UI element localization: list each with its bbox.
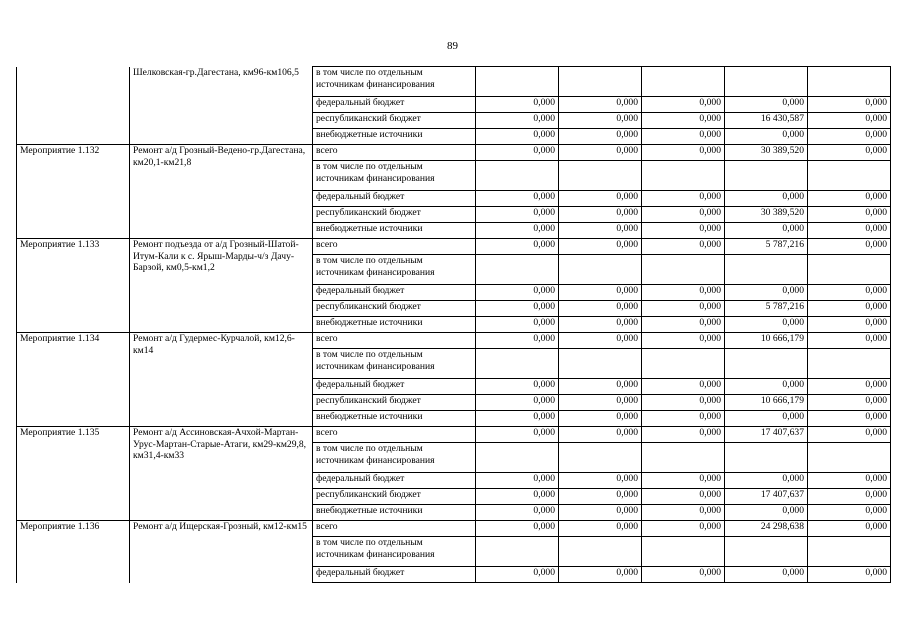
empty-cell xyxy=(808,537,891,567)
value-cell: 0,000 xyxy=(642,129,725,145)
source-label-cell: республиканский бюджет xyxy=(313,395,476,411)
value-cell: 0,000 xyxy=(725,223,808,239)
value-cell: 0,000 xyxy=(476,97,559,113)
source-label-cell: внебюджетные источники xyxy=(313,129,476,145)
source-label-cell: всего xyxy=(313,427,476,443)
value-cell: 10 666,179 xyxy=(725,395,808,411)
value-cell: 0,000 xyxy=(642,223,725,239)
value-cell: 0,000 xyxy=(808,285,891,301)
source-label-cell: федеральный бюджет xyxy=(313,285,476,301)
empty-cell xyxy=(642,349,725,379)
value-cell: 0,000 xyxy=(808,97,891,113)
empty-cell xyxy=(559,255,642,285)
value-cell: 10 666,179 xyxy=(725,333,808,349)
source-label-cell: всего xyxy=(313,239,476,255)
source-header-cell: в том числе по отдельным источникам финансирования xyxy=(313,443,476,473)
value-cell: 0,000 xyxy=(642,239,725,255)
value-cell: 17 407,637 xyxy=(725,489,808,505)
event-description-cell: Ремонт а/д Ищерская-Грозный, км12-км15 xyxy=(130,521,313,583)
value-cell: 0,000 xyxy=(808,489,891,505)
empty-cell xyxy=(476,349,559,379)
value-cell: 0,000 xyxy=(559,395,642,411)
value-cell: 0,000 xyxy=(476,411,559,427)
value-cell: 0,000 xyxy=(559,207,642,223)
value-cell: 0,000 xyxy=(559,223,642,239)
value-cell: 0,000 xyxy=(725,97,808,113)
source-label-cell: федеральный бюджет xyxy=(313,97,476,113)
source-label-cell: всего xyxy=(313,145,476,161)
value-cell: 0,000 xyxy=(808,113,891,129)
value-cell: 0,000 xyxy=(476,239,559,255)
empty-cell xyxy=(725,443,808,473)
source-label-cell: республиканский бюджет xyxy=(313,113,476,129)
value-cell: 0,000 xyxy=(642,379,725,395)
source-label-cell: республиканский бюджет xyxy=(313,489,476,505)
page-number: 89 xyxy=(447,40,458,52)
empty-cell xyxy=(808,67,891,97)
value-cell: 0,000 xyxy=(476,207,559,223)
source-header-cell: в том числе по отдельным источникам финансирования xyxy=(313,161,476,191)
value-cell: 0,000 xyxy=(808,223,891,239)
source-label-cell: внебюджетные источники xyxy=(313,223,476,239)
value-cell: 0,000 xyxy=(642,567,725,583)
source-label-cell: республиканский бюджет xyxy=(313,207,476,223)
value-cell: 0,000 xyxy=(642,489,725,505)
value-cell: 0,000 xyxy=(476,113,559,129)
value-cell: 0,000 xyxy=(476,129,559,145)
value-cell: 0,000 xyxy=(642,97,725,113)
value-cell: 0,000 xyxy=(808,379,891,395)
source-label-cell: федеральный бюджет xyxy=(313,473,476,489)
value-cell: 0,000 xyxy=(725,567,808,583)
value-cell: 0,000 xyxy=(725,411,808,427)
value-cell: 0,000 xyxy=(559,427,642,443)
event-description-cell: Ремонт а/д Ассиновская-Ачхой-Мартан-Урус-Мартан-Старые-Атаги, км29-км29,8, км31,4-км33 xyxy=(130,427,313,521)
value-cell: 0,000 xyxy=(642,207,725,223)
value-cell: 0,000 xyxy=(642,333,725,349)
empty-cell xyxy=(476,443,559,473)
empty-cell xyxy=(642,255,725,285)
value-cell: 0,000 xyxy=(476,473,559,489)
value-cell: 0,000 xyxy=(808,395,891,411)
value-cell: 0,000 xyxy=(559,129,642,145)
value-cell: 0,000 xyxy=(808,411,891,427)
value-cell: 0,000 xyxy=(808,317,891,333)
value-cell: 0,000 xyxy=(808,427,891,443)
empty-cell xyxy=(725,537,808,567)
value-cell: 0,000 xyxy=(476,285,559,301)
value-cell: 0,000 xyxy=(559,489,642,505)
value-cell: 0,000 xyxy=(559,379,642,395)
source-label-cell: внебюджетные источники xyxy=(313,505,476,521)
value-cell: 0,000 xyxy=(476,505,559,521)
source-label-cell: внебюджетные источники xyxy=(313,317,476,333)
value-cell: 30 389,520 xyxy=(725,207,808,223)
value-cell: 0,000 xyxy=(559,97,642,113)
value-cell: 0,000 xyxy=(642,505,725,521)
source-label-cell: всего xyxy=(313,333,476,349)
value-cell: 0,000 xyxy=(559,505,642,521)
value-cell: 0,000 xyxy=(642,473,725,489)
source-label-cell: федеральный бюджет xyxy=(313,567,476,583)
value-cell: 0,000 xyxy=(642,113,725,129)
empty-cell xyxy=(476,67,559,97)
empty-cell xyxy=(559,349,642,379)
empty-cell xyxy=(725,255,808,285)
table-row xyxy=(17,333,891,349)
empty-cell xyxy=(725,349,808,379)
empty-cell xyxy=(808,349,891,379)
value-cell: 0,000 xyxy=(559,301,642,317)
event-description-cell: Ремонт подъезда от а/д Грозный-Шатой-Итум-Кали к с. Ярыш-Марды-ч/з Дачу-Барзой, км0,5-км1,2 xyxy=(130,239,313,333)
value-cell: 0,000 xyxy=(642,317,725,333)
table-row xyxy=(17,239,891,255)
empty-cell xyxy=(476,537,559,567)
empty-cell xyxy=(559,443,642,473)
value-cell: 0,000 xyxy=(725,129,808,145)
empty-cell xyxy=(642,67,725,97)
value-cell: 0,000 xyxy=(476,301,559,317)
value-cell: 0,000 xyxy=(725,285,808,301)
value-cell: 0,000 xyxy=(476,145,559,161)
value-cell: 0,000 xyxy=(642,145,725,161)
value-cell: 30 389,520 xyxy=(725,145,808,161)
table-body xyxy=(17,67,891,583)
value-cell: 0,000 xyxy=(808,129,891,145)
value-cell: 0,000 xyxy=(476,223,559,239)
value-cell: 0,000 xyxy=(808,191,891,207)
value-cell: 5 787,216 xyxy=(725,301,808,317)
value-cell: 16 430,587 xyxy=(725,113,808,129)
event-description-cell: Ремонт а/д Грозный-Ведено-гр.Дагестана, км20,1-км21,8 xyxy=(130,145,313,239)
value-cell: 0,000 xyxy=(808,505,891,521)
empty-cell xyxy=(725,67,808,97)
value-cell: 0,000 xyxy=(559,411,642,427)
value-cell: 0,000 xyxy=(476,395,559,411)
value-cell: 0,000 xyxy=(559,473,642,489)
table-row xyxy=(17,145,891,161)
table-row xyxy=(17,521,891,537)
value-cell: 0,000 xyxy=(642,427,725,443)
value-cell: 0,000 xyxy=(476,521,559,537)
value-cell: 24 298,638 xyxy=(725,521,808,537)
empty-cell xyxy=(559,161,642,191)
source-header-cell: в том числе по отдельным источникам финансирования xyxy=(313,67,476,97)
funding-table xyxy=(16,66,891,583)
value-cell: 0,000 xyxy=(559,317,642,333)
empty-cell xyxy=(725,161,808,191)
value-cell: 0,000 xyxy=(725,473,808,489)
value-cell: 0,000 xyxy=(476,333,559,349)
empty-cell xyxy=(642,537,725,567)
value-cell: 5 787,216 xyxy=(725,239,808,255)
value-cell: 0,000 xyxy=(476,191,559,207)
event-id-cell: Мероприятие 1.132 xyxy=(17,145,130,239)
value-cell: 0,000 xyxy=(559,239,642,255)
value-cell: 0,000 xyxy=(559,567,642,583)
value-cell: 0,000 xyxy=(476,379,559,395)
source-header-cell: в том числе по отдельным источникам финансирования xyxy=(313,349,476,379)
event-description-cell: Ремонт а/д Гудермес-Курчалой, км12,6-км14 xyxy=(130,333,313,427)
empty-cell xyxy=(476,255,559,285)
value-cell: 17 407,637 xyxy=(725,427,808,443)
source-header-cell: в том числе по отдельным источникам финансирования xyxy=(313,255,476,285)
value-cell: 0,000 xyxy=(559,145,642,161)
value-cell: 0,000 xyxy=(642,395,725,411)
value-cell: 0,000 xyxy=(725,505,808,521)
value-cell: 0,000 xyxy=(642,191,725,207)
value-cell: 0,000 xyxy=(725,191,808,207)
event-id-cell: Мероприятие 1.136 xyxy=(17,521,130,583)
event-description-cell: Шелковская-гр.Дагестана, км96-км106,5 xyxy=(130,67,313,145)
event-id-cell: Мероприятие 1.133 xyxy=(17,239,130,333)
value-cell: 0,000 xyxy=(808,145,891,161)
table-row xyxy=(17,67,891,97)
table-row xyxy=(17,427,891,443)
empty-cell xyxy=(808,255,891,285)
value-cell: 0,000 xyxy=(808,473,891,489)
empty-cell xyxy=(476,161,559,191)
value-cell: 0,000 xyxy=(808,333,891,349)
value-cell: 0,000 xyxy=(476,427,559,443)
value-cell: 0,000 xyxy=(559,521,642,537)
source-label-cell: республиканский бюджет xyxy=(313,301,476,317)
value-cell: 0,000 xyxy=(642,521,725,537)
empty-cell xyxy=(642,161,725,191)
value-cell: 0,000 xyxy=(642,285,725,301)
value-cell: 0,000 xyxy=(808,567,891,583)
event-id-cell xyxy=(17,67,130,145)
value-cell: 0,000 xyxy=(808,301,891,317)
value-cell: 0,000 xyxy=(476,489,559,505)
source-label-cell: федеральный бюджет xyxy=(313,379,476,395)
empty-cell xyxy=(808,443,891,473)
value-cell: 0,000 xyxy=(725,379,808,395)
value-cell: 0,000 xyxy=(642,301,725,317)
value-cell: 0,000 xyxy=(808,521,891,537)
value-cell: 0,000 xyxy=(476,317,559,333)
empty-cell xyxy=(559,537,642,567)
value-cell: 0,000 xyxy=(559,191,642,207)
empty-cell xyxy=(559,67,642,97)
value-cell: 0,000 xyxy=(476,567,559,583)
event-id-cell: Мероприятие 1.135 xyxy=(17,427,130,521)
event-id-cell: Мероприятие 1.134 xyxy=(17,333,130,427)
value-cell: 0,000 xyxy=(808,207,891,223)
source-label-cell: внебюджетные источники xyxy=(313,411,476,427)
value-cell: 0,000 xyxy=(808,239,891,255)
value-cell: 0,000 xyxy=(642,411,725,427)
source-label-cell: федеральный бюджет xyxy=(313,191,476,207)
empty-cell xyxy=(642,443,725,473)
value-cell: 0,000 xyxy=(559,285,642,301)
value-cell: 0,000 xyxy=(559,333,642,349)
empty-cell xyxy=(808,161,891,191)
source-label-cell: всего xyxy=(313,521,476,537)
value-cell: 0,000 xyxy=(559,113,642,129)
source-header-cell: в том числе по отдельным источникам финансирования xyxy=(313,537,476,567)
value-cell: 0,000 xyxy=(725,317,808,333)
